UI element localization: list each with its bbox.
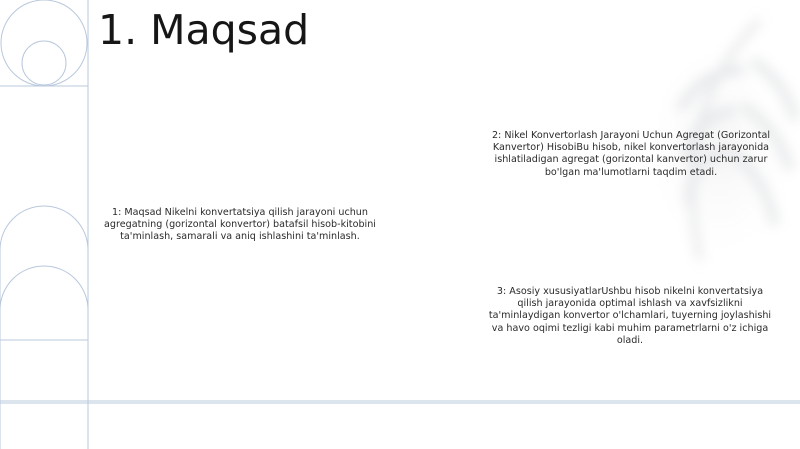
text-block-1: 1: Maqsad Nikelni konvertatsiya qilish jarayoni uchun agregatning (gorizontal konvertor) batafsil hisob-kitobini ta'minlash, samarali va aniq ishlashini ta'minlash. [104,207,376,243]
text-block-2: 2: Nikel Konvertorlash Jarayoni Uchun Agregat (Gorizontal Kanvertor) HisobiBu hisob, nikel konvertorlash jarayonida ishlatiladigan agregat (gorizontal kanvertor) uchun zarur bo'lgan ma'lumotlarni taqdim etadi. [491,130,771,178]
text-block-3: 3: Asosiy xususiyatlarUshbu hisob nikelni konvertatsiya qilish jarayonida optimal ishlash va xavfsizlikni ta'minlaydigan konvertor o'lchamlari, tuyerning joylashishi va havo oqimi tezligi kabi muhim parametrlarni o'z ichiga oladi. [488,286,772,346]
slide-title: 1. Maqsad [98,6,310,54]
